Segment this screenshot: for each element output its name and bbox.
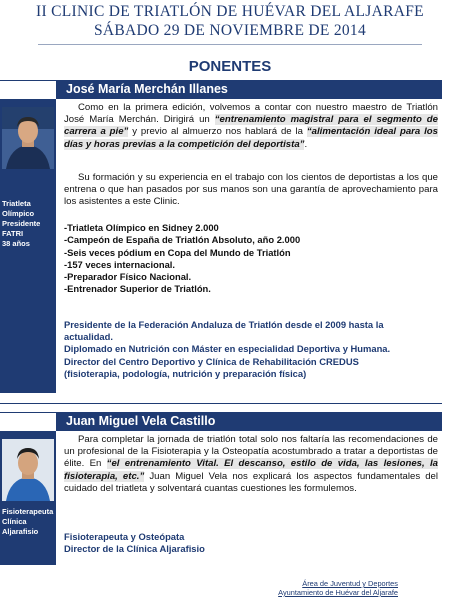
section-title: PONENTES <box>188 58 272 75</box>
speaker-2-photo <box>2 439 54 501</box>
role-line: Presidente de la Federación Andaluza de Triatlón desde el 2009 hasta la <box>64 319 384 330</box>
speaker-divider <box>0 403 442 404</box>
speaker-1-photo <box>2 107 54 169</box>
speaker-1-achievements <box>64 222 438 296</box>
speaker-1-name: José María Merchán Illanes <box>56 80 442 99</box>
speaker-2-sidebar-text <box>2 507 56 537</box>
role-line: actualidad. <box>64 331 113 343</box>
role-line: Fisioterapeuta y Osteópata <box>64 531 185 542</box>
footer-line-2[interactable]: Ayuntamiento de Huévar del Aljarafe <box>278 588 398 597</box>
list-item: -Campeón de España de Triatlón Absoluto, año 2.000 <box>64 234 301 246</box>
list-item: -Triatleta Olímpico en Sidney 2.000 <box>64 222 219 233</box>
role-line: Director del Centro Deportivo y Clínica de Rehabilitación CREDUS <box>64 355 359 367</box>
speaker-2-header-tab <box>0 412 56 432</box>
speaker-1-sidebar-text <box>2 199 56 249</box>
list-item: -157 veces internacional. <box>64 258 175 270</box>
speaker-1-sidebar-line: Triatleta <box>2 199 31 208</box>
speaker-2-roles <box>64 531 438 555</box>
role-line: (fisioterapia, podología, nutrición y preparación física) <box>64 367 307 379</box>
speaker-1-experience <box>64 172 438 209</box>
speaker-2-sidebar-line: Fisioterapeuta <box>2 507 54 516</box>
speaker-2-sidebar-line: Clínica <box>2 517 27 526</box>
speaker-1-sidebar-line: 38 años <box>2 239 30 248</box>
speaker-1-quote-1: “entrenamiento magistral para el segmento de carrera a pie” <box>64 114 438 138</box>
list-item: -Entrenador Superior de Triatlón. <box>64 283 211 295</box>
speaker-2-quote-1: “el entrenamiento Vital. El descanso, estilo de vida, las lesiones, la fisioterapia, etc.” <box>64 458 438 482</box>
speaker-1-intro <box>64 102 438 151</box>
speaker-1-sidebar-line: Olímpico <box>2 209 35 218</box>
speaker-1-quote-2: “alimentación ideal para los días y horas previas a la competición del deportista” <box>64 126 438 150</box>
speaker-1-sidebar-line: FATRI <box>2 229 24 238</box>
speaker-2-intro <box>64 434 438 495</box>
speaker-2-header <box>0 412 460 431</box>
list-item: -Seis veces pódium en Copa del Mundo de Triatlón <box>64 246 291 258</box>
title-line-2: SÁBADO 29 DE NOVIEMBRE DE 2014 <box>93 22 367 39</box>
speaker-1-header-tab <box>0 80 56 100</box>
footer <box>278 579 398 597</box>
speaker-2-name: Juan Miguel Vela Castillo <box>56 412 442 431</box>
list-item: -Preparador Físico Nacional. <box>64 271 192 283</box>
speaker-1-portrait-icon <box>2 107 54 169</box>
title-divider <box>38 44 422 45</box>
speaker-2-sidebar <box>0 431 56 565</box>
speaker-1-roles <box>64 319 438 380</box>
speaker-1-sidebar-line: Presidente <box>2 219 41 228</box>
speaker-1-paragraph-1: Como en la primera edición, volvemos a contar con nuestro maestro de Triatlón José María Merchán. Dirigirá un “entrenamiento magistral para el segmento de carrera a pie” y previo al almuerzo nos hablará de la “alimentación ideal para los días y horas previas a la competición del deportista”. <box>64 102 438 150</box>
title-line-1: II CLINIC DE TRIATLÓN DE HUÉVAR DEL ALJARAFE <box>36 3 424 20</box>
footer-line-1[interactable]: Área de Juventud y Deportes <box>302 579 398 588</box>
speaker-2-portrait-icon <box>2 439 54 501</box>
speaker-1-sidebar <box>0 99 56 393</box>
role-line: Director de la Clínica Aljarafisio <box>64 543 205 555</box>
speaker-1-header <box>0 80 460 99</box>
speaker-2-paragraph-1: Para completar la jornada de triatlón total solo nos faltaría las recomendaciones de un profesional de la Fisioterapia y la Osteopatía acostumbrado a tratar a deportistas de élite. En “el entrenamiento Vital. El descanso, estilo de vida, las lesiones, la fisioterapia, etc.” Juan Miguel Vela nos explicará los aspectos fundamentales del cuidado del triatleta y solventará cuantas cuestiones les formulemos. <box>64 434 438 494</box>
role-line: Diplomado en Nutrición con Máster en especialidad Deportiva y Humana. <box>64 343 391 355</box>
speaker-1-paragraph-2: Su formación y su experiencia en el trabajo con los cientos de deportistas a los que entrena o que han pasados por sus manos son una garantía de aprovechamiento para los asistentes a este Clinic. <box>64 172 438 208</box>
speaker-2-sidebar-line: Aljarafisio <box>2 527 39 536</box>
